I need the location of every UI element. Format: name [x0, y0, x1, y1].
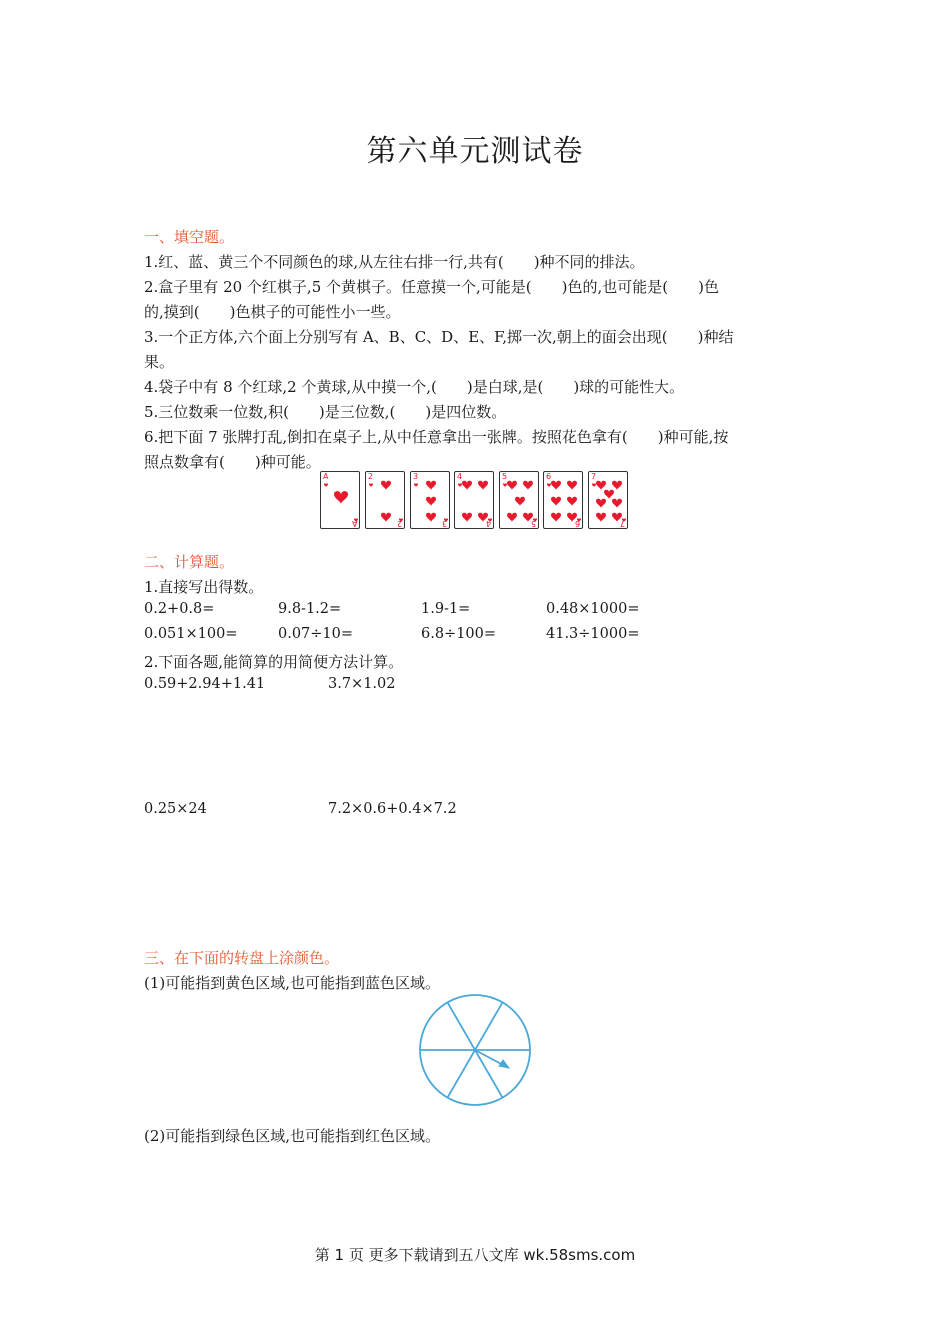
math-item: 0.07÷10=: [278, 626, 354, 642]
card-rank-label: 4: [457, 472, 463, 481]
math-item: 6.8÷100=: [421, 626, 497, 642]
card-rank-label: 5: [502, 472, 508, 481]
question-line: 4.袋子中有 8 个红球,2 个黄球,从中摸一个,( )是白球,是( )球的可能性大。: [144, 378, 685, 396]
spinner-wheel: [419, 994, 533, 1106]
math-item: 1.9-1=: [421, 601, 471, 617]
card-rank-label: 6: [574, 519, 580, 528]
playing-card: [410, 471, 450, 529]
question-line: 的,摸到( )色棋子的可能性小一些。: [144, 303, 401, 321]
section1-heading: 一、填空题。: [144, 228, 235, 246]
math-item: 0.25×24: [144, 801, 207, 817]
page-footer: 第 1 页 更多下载请到五八文库 wk.58sms.com: [314, 1246, 636, 1264]
question-line: 2.下面各题,能简算的用简便方法计算。: [144, 653, 404, 671]
card-rank-label: 2: [368, 472, 374, 481]
math-item: 41.3÷1000=: [546, 626, 640, 642]
card-rank-label: 3: [413, 472, 419, 481]
question-line: 5.三位数乘一位数,积( )是三位数,( )是四位数。: [144, 403, 507, 421]
math-item: 9.8-1.2=: [278, 601, 342, 617]
card-rank-label: 2: [396, 519, 402, 528]
playing-card: [543, 471, 583, 529]
section3-heading: 三、在下面的转盘上涂颜色。: [144, 949, 340, 967]
question-line: 3.一个正方体,六个面上分别写有 A、B、C、D、E、F,掷一次,朝上的面会出现( )种结: [144, 328, 734, 346]
question-line: 2.盒子里有 20 个红棋子,5 个黄棋子。任意摸一个,可能是( )色的,也可能是( )色: [144, 278, 719, 296]
math-item: 0.051×100=: [144, 626, 238, 642]
question-line: 果。: [144, 353, 175, 371]
math-item: 3.7×1.02: [328, 676, 396, 692]
question-line: 1.直接写出得数。: [144, 578, 264, 596]
math-item: 0.2+0.8=: [144, 601, 215, 617]
playing-card: [365, 471, 405, 529]
card-rank-label: A: [351, 519, 357, 528]
card-rank-label: 7: [619, 519, 625, 528]
math-item: 0.59+2.94+1.41: [144, 676, 266, 692]
question-line: 1.红、蓝、黄三个不同颜色的球,从左往右排一行,共有( )种不同的排法。: [144, 253, 645, 271]
page-title: 第六单元测试卷: [366, 134, 584, 169]
section2-heading: 二、计算题。: [144, 553, 235, 571]
playing-card: [588, 471, 628, 529]
question-line: 照点数拿有( )种可能。: [144, 453, 321, 471]
card-rank-label: 3: [441, 519, 447, 528]
playing-card: [320, 471, 360, 529]
card-rank-label: 5: [530, 519, 536, 528]
question-line: (2)可能指到绿色区域,也可能指到红色区域。: [144, 1127, 441, 1145]
question-line: 6.把下面 7 张牌打乱,倒扣在桌子上,从中任意拿出一张牌。按照花色拿有( )种可能,按: [144, 428, 729, 446]
card-rank-label: 6: [546, 472, 552, 481]
question-line: (1)可能指到黄色区域,也可能指到蓝色区域。: [144, 974, 441, 992]
card-rank-label: 4: [485, 519, 491, 528]
card-rank-label: A: [323, 472, 329, 481]
spinner-arrowhead: [499, 1060, 509, 1068]
playing-card: [454, 471, 494, 529]
math-item: 0.48×1000=: [546, 601, 640, 617]
playing-cards: [320, 471, 632, 531]
playing-card: [499, 471, 539, 529]
math-item: 7.2×0.6+0.4×7.2: [328, 801, 457, 817]
card-rank-label: 7: [591, 472, 597, 481]
